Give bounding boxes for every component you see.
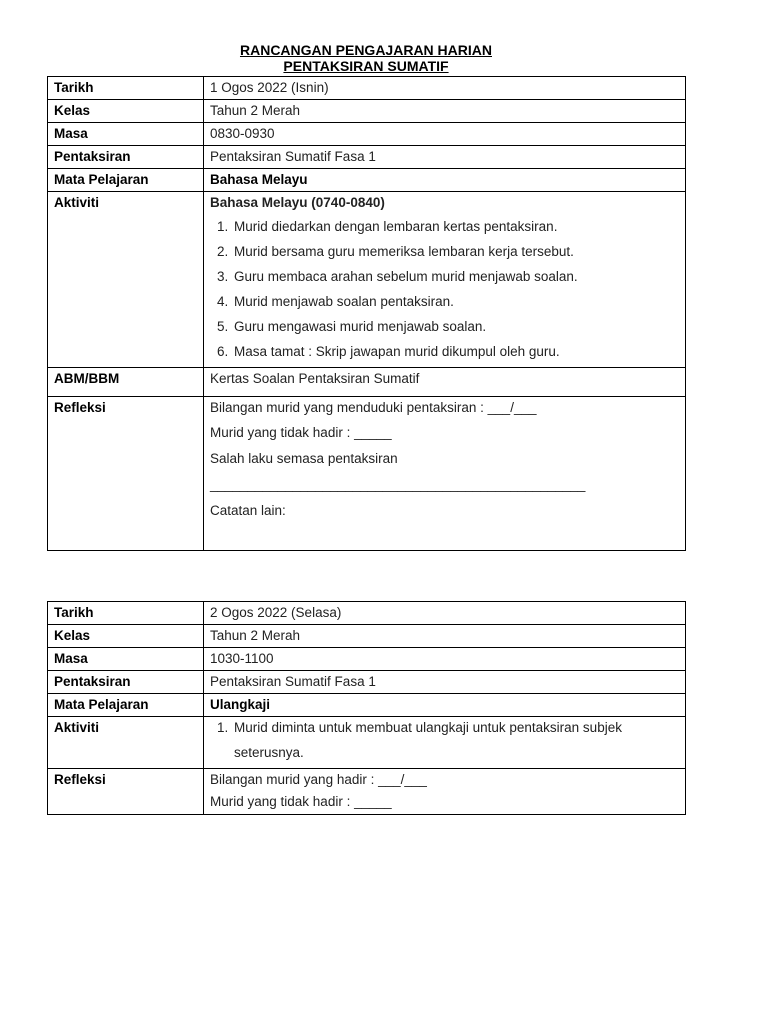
masa-value: 1030-1100 [204, 648, 686, 671]
aktiviti-cell [204, 717, 686, 769]
table-row [48, 123, 686, 146]
document-subtitle: PENTAKSIRAN SUMATIF [283, 58, 449, 74]
row-label: Mata Pelajaran [48, 694, 204, 717]
refleksi-line: Murid yang tidak hadir : _____ [210, 794, 392, 809]
row-label: Tarikh [48, 77, 204, 100]
row-label: Mata Pelajaran [48, 169, 204, 192]
list-item: 1. Murid diminta untuk membuat ulangkaji untuk pentaksiran subjek seterusnya. [232, 715, 680, 765]
row-label: Pentaksiran [48, 146, 204, 169]
pentaksiran-value: Pentaksiran Sumatif Fasa 1 [204, 146, 686, 169]
table-row [48, 717, 686, 769]
refleksi-line: Salah laku semasa pentaksiran [210, 451, 398, 466]
row-label: Aktiviti [48, 717, 204, 769]
list-item: 6. Masa tamat : Skrip jawapan murid dikumpul oleh guru. [232, 339, 680, 364]
refleksi-line: Catatan lain: [210, 503, 286, 518]
row-label: Pentaksiran [48, 671, 204, 694]
refleksi-line: Bilangan murid yang hadir : ___/___ [210, 772, 427, 787]
table-row [48, 146, 686, 169]
table-row [48, 397, 686, 551]
document-header [46, 42, 686, 74]
lesson-plan-table-day2 [47, 601, 686, 815]
table-row [48, 100, 686, 123]
row-label: Aktiviti [48, 192, 204, 368]
row-label: Masa [48, 648, 204, 671]
aktiviti-heading: Bahasa Melayu (0740-0840) [210, 195, 385, 210]
table-row [48, 625, 686, 648]
row-label: Refleksi [48, 769, 204, 815]
table-row [48, 769, 686, 815]
tarikh-value: 2 Ogos 2022 (Selasa) [204, 602, 686, 625]
row-label: Tarikh [48, 602, 204, 625]
pentaksiran-value: Pentaksiran Sumatif Fasa 1 [204, 671, 686, 694]
mata-pelajaran-value: Bahasa Melayu [204, 169, 686, 192]
row-label: Masa [48, 123, 204, 146]
list-item: 5. Guru mengawasi murid menjawab soalan. [232, 314, 680, 339]
table-row [48, 648, 686, 671]
aktiviti-cell [204, 192, 686, 368]
table-row [48, 169, 686, 192]
refleksi-cell [204, 769, 686, 815]
list-item: 2. Murid bersama guru memeriksa lembaran kerja tersebut. [232, 239, 680, 264]
list-item: 4. Murid menjawab soalan pentaksiran. [232, 289, 680, 314]
refleksi-line: Bilangan murid yang menduduki pentaksiran : ___/___ [210, 400, 537, 415]
row-label: Kelas [48, 100, 204, 123]
table-row [48, 602, 686, 625]
table-row [48, 671, 686, 694]
refleksi-line: Murid yang tidak hadir : _____ [210, 425, 392, 440]
masa-value: 0830-0930 [204, 123, 686, 146]
table-row [48, 192, 686, 368]
abm-value: Kertas Soalan Pentaksiran Sumatif [204, 368, 686, 397]
aktiviti-list [210, 214, 680, 364]
lesson-plan-table-day1 [47, 76, 686, 551]
row-label: Refleksi [48, 397, 204, 551]
mata-pelajaran-value: Ulangkaji [204, 694, 686, 717]
kelas-value: Tahun 2 Merah [204, 625, 686, 648]
list-item: 3. Guru membaca arahan sebelum murid menjawab soalan. [232, 264, 680, 289]
refleksi-line: __________________________________________________ [210, 477, 586, 492]
tarikh-value: 1 Ogos 2022 (Isnin) [204, 77, 686, 100]
row-label: Kelas [48, 625, 204, 648]
list-item: 1. Murid diedarkan dengan lembaran kertas pentaksiran. [232, 214, 680, 239]
document-title: RANCANGAN PENGAJARAN HARIAN [239, 42, 492, 58]
table-row [48, 77, 686, 100]
aktiviti-list [210, 715, 680, 765]
kelas-value: Tahun 2 Merah [204, 100, 686, 123]
row-label: ABM/BBM [48, 368, 204, 397]
table-row [48, 368, 686, 397]
table-row [48, 694, 686, 717]
refleksi-cell [204, 397, 686, 551]
